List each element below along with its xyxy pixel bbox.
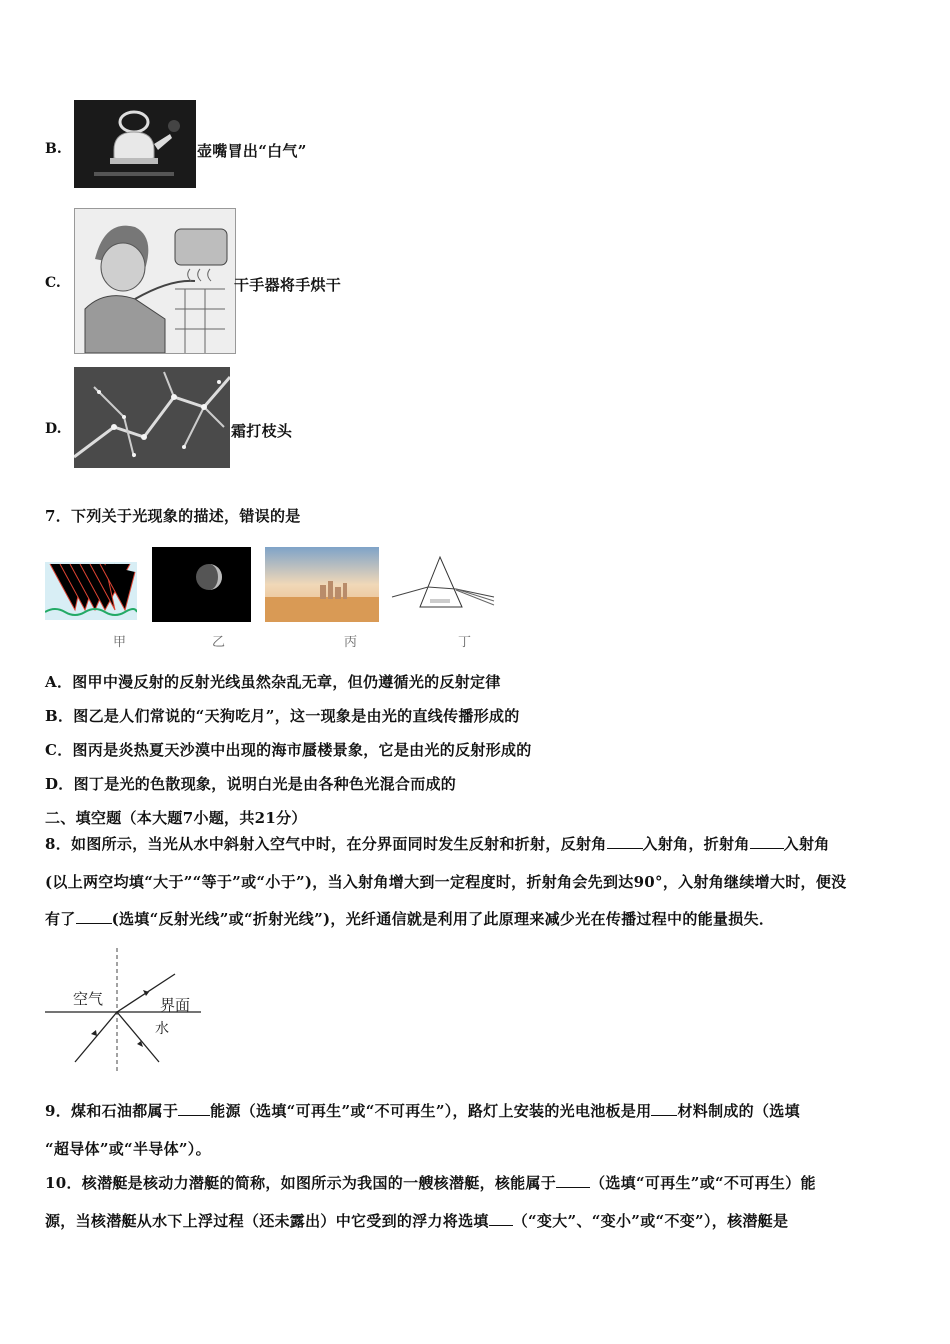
q9-text: 材料制成的（选填: [677, 1102, 800, 1120]
q10-text: 10．核潜艇是核动力潜艇的简称，如图所示为我国的一艘核潜艇，核能属于: [45, 1174, 557, 1192]
answer-blank[interactable]: [178, 1101, 210, 1116]
answer-blank[interactable]: [750, 834, 784, 849]
q9-text: 9．煤和石油都属于: [45, 1102, 179, 1120]
option-text: 干手器将手烘干: [234, 276, 342, 294]
refraction-diagram: [45, 946, 205, 1076]
answer-blank[interactable]: [489, 1211, 513, 1226]
q7-option-d: [45, 773, 456, 794]
section-heading: 二、填空题（本大题7小题，共21分）: [45, 809, 307, 827]
option-text: 图甲中漫反射的反射光线虽然杂乱无章，但仍遵循光的反射定律: [72, 673, 501, 691]
option-letter: A．: [45, 673, 73, 691]
hand-dryer-photo: [74, 208, 236, 354]
answer-blank[interactable]: [556, 1173, 590, 1188]
q8-text: 有了: [45, 910, 76, 928]
label-interface: 界面: [160, 996, 191, 1014]
q10-text: （选填“可再生”或“不可再生）能: [590, 1174, 816, 1192]
frost-branch-photo: [74, 367, 230, 468]
figure-label-bing: 丙: [344, 635, 358, 650]
option-text: 图丁是光的色散现象，说明白光是由各种色光混合而成的: [73, 775, 457, 793]
q8-text: 入射角: [783, 835, 830, 853]
label-water: 水: [155, 1021, 169, 1037]
question-10-line-2: [45, 1210, 788, 1231]
option-letter: B．: [45, 707, 74, 725]
option-letter: B.: [45, 141, 62, 157]
q8-text: 入射角，折射角: [642, 835, 750, 853]
q7-option-b: [45, 705, 520, 726]
option-letter: D.: [45, 421, 62, 437]
label-air: 空气: [73, 990, 104, 1008]
figure-label-yi: 乙: [212, 635, 226, 650]
question-7-stem: 7．下列关于光现象的描述，错误的是: [45, 507, 301, 525]
question-10-line-1: [45, 1172, 816, 1193]
option-text: 图乙是人们常说的“天狗吃月”，这一现象是由光的直线传播形成的: [73, 707, 520, 725]
option-letter: C．: [45, 741, 73, 759]
q7-option-a: [45, 671, 501, 692]
option-text: 图丙是炎热夏天沙漠中出现的海市蜃楼景象，它是由光的反射形成的: [72, 741, 532, 759]
mirage-figure: [265, 547, 379, 622]
q8-text: (选填“反射光线”或“折射光线”)，光纤通信就是利用了此原理来减少光在传播过程中的能量损失．: [111, 910, 775, 928]
question-8-line-1: [45, 833, 830, 854]
question-9-line-1: [45, 1100, 800, 1121]
q8-text: 8．如图所示，当光从水中斜射入空气中时，在分界面同时发生反射和折射，反射角: [45, 835, 607, 853]
answer-blank[interactable]: [651, 1101, 677, 1116]
lunar-eclipse-figure: [152, 547, 251, 622]
option-text: 壶嘴冒出“白气”: [197, 142, 307, 160]
option-text: 霜打枝头: [231, 422, 293, 440]
q10-text: 源，当核潜艇从水下上浮过程（还未露出）中它受到的浮力将选填: [45, 1212, 489, 1230]
figure-label-jia: 甲: [113, 635, 127, 650]
answer-blank[interactable]: [76, 909, 112, 924]
question-9-line-2: “超导体”或“半导体”）。: [45, 1140, 211, 1158]
figure-label-ding: 丁: [458, 635, 472, 650]
diffuse-reflection-figure: [45, 562, 137, 620]
answer-blank[interactable]: [607, 834, 643, 849]
q10-text: （“变大”、“变小”或“不变”），核潜艇是: [512, 1212, 789, 1230]
q9-text: 能源（选填“可再生”或“不可再生”），路灯上安装的光电池板是用: [210, 1102, 652, 1120]
option-letter: C.: [45, 275, 61, 291]
q7-option-c: [45, 739, 532, 760]
prism-dispersion-figure: [390, 553, 498, 621]
kettle-steam-photo: [74, 100, 196, 188]
option-letter: D．: [45, 775, 74, 793]
question-8-line-3: [45, 908, 774, 929]
question-8-line-2: (以上两空均填“大于”“等于”或“小于”)，当入射角增大到一定程度时，折射角会先到达90°，入射角继续增大时，便没: [45, 873, 847, 891]
